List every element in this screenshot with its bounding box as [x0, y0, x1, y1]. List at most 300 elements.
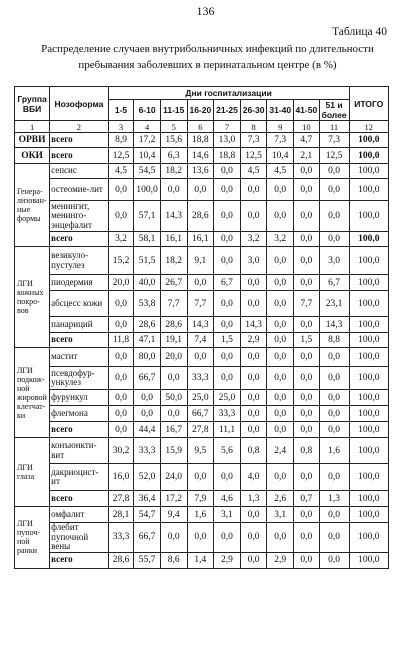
value-cell: 0,0: [108, 179, 134, 201]
value-cell: 4,6: [214, 491, 241, 507]
header-period: 6-10: [134, 100, 161, 121]
value-cell: 0,0: [240, 523, 267, 553]
total-cell: 100,0: [349, 275, 388, 291]
value-cell: 18,8: [214, 148, 241, 164]
value-cell: 0,0: [214, 348, 241, 367]
table-row: [15, 133, 389, 148]
form-cell: омфалит: [50, 507, 109, 523]
value-cell: 0,0: [267, 406, 294, 422]
value-cell: 0,0: [267, 422, 294, 438]
value-cell: 3,0: [319, 247, 349, 275]
value-cell: 30,2: [108, 438, 134, 464]
value-cell: 58,1: [134, 232, 161, 247]
value-cell: 28,6: [108, 552, 134, 568]
value-cell: 7,3: [319, 133, 349, 148]
value-cell: 0,0: [134, 390, 161, 406]
value-cell: 4,5: [240, 164, 267, 179]
value-cell: 0,0: [214, 367, 241, 390]
value-cell: 0,0: [214, 523, 241, 553]
form-cell: всего: [50, 232, 109, 247]
value-cell: 33,3: [187, 367, 214, 390]
value-cell: 0,0: [214, 317, 241, 333]
form-cell: конъюнкти-вит: [50, 438, 109, 464]
value-cell: 19,1: [160, 333, 187, 348]
value-cell: 2,6: [267, 491, 294, 507]
value-cell: 0,0: [187, 348, 214, 367]
value-cell: 0,0: [214, 464, 241, 491]
value-cell: 66,7: [187, 406, 214, 422]
value-cell: 0,0: [214, 232, 241, 247]
header-period: 1-5: [108, 100, 134, 121]
value-cell: 0,0: [240, 348, 267, 367]
column-index: 12: [349, 121, 388, 133]
value-cell: 66,7: [134, 367, 161, 390]
group-cell: ЛГИ глаза: [15, 438, 50, 507]
value-cell: 50,0: [160, 390, 187, 406]
value-cell: 0,0: [319, 422, 349, 438]
value-cell: 0,0: [319, 201, 349, 232]
group-cell: ОРВИ: [15, 133, 50, 148]
total-cell: 100,0: [349, 291, 388, 317]
total-cell: 100,0: [349, 422, 388, 438]
column-index: 3: [108, 121, 134, 133]
value-cell: 28,6: [134, 317, 161, 333]
value-cell: 0,0: [267, 464, 294, 491]
table-row: [15, 179, 389, 201]
value-cell: 0,0: [267, 201, 294, 232]
value-cell: 14,6: [187, 148, 214, 164]
value-cell: 16,0: [108, 464, 134, 491]
value-cell: 0,0: [160, 406, 187, 422]
value-cell: 57,1: [134, 201, 161, 232]
form-cell: менингит, менинго-энцефалит: [50, 201, 109, 232]
form-cell: дакриоцист-ит: [50, 464, 109, 491]
value-cell: 0,0: [214, 164, 241, 179]
value-cell: 0,0: [108, 201, 134, 232]
form-cell: пиодермия: [50, 275, 109, 291]
value-cell: 0,0: [294, 523, 320, 553]
header-form: Нозоформа: [50, 87, 109, 121]
table-row: [15, 507, 389, 523]
value-cell: 0,0: [108, 348, 134, 367]
form-cell: сепсис: [50, 164, 109, 179]
value-cell: 4,0: [240, 464, 267, 491]
total-cell: 100,0: [349, 317, 388, 333]
value-cell: 3,1: [267, 507, 294, 523]
value-cell: 27,8: [187, 422, 214, 438]
value-cell: 0,0: [108, 291, 134, 317]
value-cell: 0,0: [294, 422, 320, 438]
header-period: 31-40: [267, 100, 294, 121]
table-row: [15, 164, 389, 179]
value-cell: 100,0: [134, 179, 161, 201]
value-cell: 0,0: [319, 232, 349, 247]
value-cell: 2,9: [240, 333, 267, 348]
value-cell: 11,1: [214, 422, 241, 438]
table-row: [15, 390, 389, 406]
value-cell: 33,3: [108, 523, 134, 553]
column-index: 9: [267, 121, 294, 133]
value-cell: 0,0: [214, 247, 241, 275]
total-cell: 100,0: [349, 148, 388, 164]
value-cell: 6,7: [319, 275, 349, 291]
value-cell: 0,0: [294, 275, 320, 291]
header-group: Группа ВБИ: [15, 87, 50, 121]
table-row: [15, 232, 389, 247]
value-cell: 17,2: [134, 133, 161, 148]
value-cell: 13,6: [187, 164, 214, 179]
form-cell: всего: [50, 552, 109, 568]
column-index: 1: [15, 121, 50, 133]
value-cell: 16,1: [160, 232, 187, 247]
value-cell: 0,0: [319, 552, 349, 568]
value-cell: 0,0: [214, 179, 241, 201]
form-cell: флебит пупочной вены: [50, 523, 109, 553]
table-row: [15, 552, 389, 568]
value-cell: 0,0: [214, 201, 241, 232]
value-cell: 33,3: [214, 406, 241, 422]
value-cell: 4,5: [108, 164, 134, 179]
column-index: 6: [187, 121, 214, 133]
form-cell: везикуло-пустулез: [50, 247, 109, 275]
value-cell: 1,5: [294, 333, 320, 348]
total-cell: 100,0: [349, 164, 388, 179]
value-cell: 0,0: [267, 291, 294, 317]
value-cell: 26,7: [160, 275, 187, 291]
value-cell: 7,7: [160, 291, 187, 317]
value-cell: 1,5: [214, 333, 241, 348]
value-cell: 2,9: [267, 552, 294, 568]
value-cell: 0,0: [108, 406, 134, 422]
form-cell: абсцесс кожи: [50, 291, 109, 317]
value-cell: 0,0: [267, 348, 294, 367]
form-cell: фурункул: [50, 390, 109, 406]
value-cell: 17,2: [160, 491, 187, 507]
value-cell: 7,4: [187, 333, 214, 348]
table-row: [15, 247, 389, 275]
value-cell: 1,4: [187, 552, 214, 568]
column-index: 2: [50, 121, 109, 133]
table-row: [15, 523, 389, 553]
form-cell: всего: [50, 133, 109, 148]
value-cell: 2,4: [267, 438, 294, 464]
value-cell: 3,1: [214, 507, 241, 523]
value-cell: 0,0: [294, 507, 320, 523]
total-cell: 100,0: [349, 232, 388, 247]
form-cell: остеомие-лит: [50, 179, 109, 201]
value-cell: 0,0: [319, 507, 349, 523]
table-row: [15, 464, 389, 491]
value-cell: 14,3: [319, 317, 349, 333]
group-cell: ЛГИ пупоч-ной ранки: [15, 507, 50, 569]
value-cell: 0,0: [319, 179, 349, 201]
value-cell: 0,0: [240, 390, 267, 406]
value-cell: 1,3: [240, 491, 267, 507]
table-row: [15, 333, 389, 348]
value-cell: 13,0: [214, 133, 241, 148]
column-index: 7: [214, 121, 241, 133]
value-cell: 7,7: [294, 291, 320, 317]
column-index: 5: [160, 121, 187, 133]
form-cell: флегмона: [50, 406, 109, 422]
group-cell: ЛГИ кожных покро-вов: [15, 247, 50, 348]
total-cell: 100,0: [349, 507, 388, 523]
value-cell: 0,0: [160, 523, 187, 553]
total-cell: 100,0: [349, 348, 388, 367]
table-row: [15, 201, 389, 232]
header-period: 11-15: [160, 100, 187, 121]
value-cell: 7,7: [187, 291, 214, 317]
value-cell: 18,2: [160, 164, 187, 179]
total-cell: 100,0: [349, 247, 388, 275]
value-cell: 2,1: [294, 148, 320, 164]
value-cell: 0,0: [319, 367, 349, 390]
value-cell: 51,5: [134, 247, 161, 275]
group-cell: ЛГИ подкож-ной жировой клетчат-ки: [15, 348, 50, 438]
table-row: [15, 291, 389, 317]
value-cell: 12,5: [240, 148, 267, 164]
value-cell: 55,7: [134, 552, 161, 568]
value-cell: 66,7: [134, 523, 161, 553]
value-cell: 8,9: [108, 133, 134, 148]
value-cell: 0,0: [294, 317, 320, 333]
table-row: [15, 317, 389, 333]
value-cell: 0,7: [294, 491, 320, 507]
value-cell: 80,0: [134, 348, 161, 367]
form-cell: всего: [50, 333, 109, 348]
value-cell: 0,0: [240, 201, 267, 232]
total-cell: 100,0: [349, 552, 388, 568]
value-cell: 0,0: [240, 179, 267, 201]
value-cell: 9,4: [160, 507, 187, 523]
value-cell: 25,0: [214, 390, 241, 406]
value-cell: 28,1: [108, 507, 134, 523]
value-cell: 16,1: [187, 232, 214, 247]
total-cell: 100,0: [349, 406, 388, 422]
value-cell: 0,0: [108, 422, 134, 438]
page-number: 136: [196, 4, 215, 18]
column-index: 4: [134, 121, 161, 133]
table-row: [15, 491, 389, 507]
table-row: [15, 422, 389, 438]
value-cell: 0,0: [319, 406, 349, 422]
total-cell: 100,0: [349, 333, 388, 348]
value-cell: 14,3: [240, 317, 267, 333]
value-cell: 0,0: [240, 367, 267, 390]
header-period: 51 и более: [319, 100, 349, 121]
value-cell: 0,0: [267, 367, 294, 390]
total-cell: 100,0: [349, 438, 388, 464]
value-cell: 0,0: [267, 247, 294, 275]
header-period: 41-50: [294, 100, 320, 121]
table-row: [15, 148, 389, 164]
value-cell: 33,3: [134, 438, 161, 464]
value-cell: 2,9: [214, 552, 241, 568]
table-label: Таблица 40: [332, 26, 387, 38]
value-cell: 54,5: [134, 164, 161, 179]
value-cell: 0,0: [240, 507, 267, 523]
form-cell: псевдофур-ункулез: [50, 367, 109, 390]
value-cell: 0,0: [240, 291, 267, 317]
value-cell: 16,7: [160, 422, 187, 438]
value-cell: 0,0: [294, 247, 320, 275]
value-cell: 0,0: [294, 390, 320, 406]
value-cell: 4,7: [294, 133, 320, 148]
value-cell: 6,3: [160, 148, 187, 164]
value-cell: 0,0: [240, 552, 267, 568]
value-cell: 0,0: [187, 523, 214, 553]
total-cell: 100,0: [349, 491, 388, 507]
value-cell: 0,0: [267, 179, 294, 201]
value-cell: 0,0: [319, 464, 349, 491]
value-cell: 15,2: [108, 247, 134, 275]
value-cell: 0,0: [319, 348, 349, 367]
value-cell: 3,2: [267, 232, 294, 247]
value-cell: 12,5: [319, 148, 349, 164]
total-cell: 100,0: [349, 523, 388, 553]
value-cell: 9,1: [187, 247, 214, 275]
value-cell: 7,3: [240, 133, 267, 148]
value-cell: 14,3: [187, 317, 214, 333]
value-cell: 15,6: [160, 133, 187, 148]
total-cell: 100,0: [349, 201, 388, 232]
column-index: 10: [294, 121, 320, 133]
value-cell: 0,0: [294, 201, 320, 232]
value-cell: 40,0: [134, 275, 161, 291]
total-cell: 100,0: [349, 133, 388, 148]
form-cell: всего: [50, 422, 109, 438]
column-index: 11: [319, 121, 349, 133]
value-cell: 0,0: [267, 333, 294, 348]
value-cell: 4,5: [267, 164, 294, 179]
total-cell: 100,0: [349, 464, 388, 491]
infection-distribution-table: [14, 86, 389, 569]
value-cell: 0,0: [294, 164, 320, 179]
value-cell: 0,0: [108, 390, 134, 406]
value-cell: 0,0: [267, 275, 294, 291]
value-cell: 5,6: [214, 438, 241, 464]
value-cell: 8,6: [160, 552, 187, 568]
value-cell: 53,8: [134, 291, 161, 317]
value-cell: 0,0: [240, 406, 267, 422]
form-cell: всего: [50, 491, 109, 507]
value-cell: 20,0: [108, 275, 134, 291]
value-cell: 3,0: [240, 247, 267, 275]
table-row: [15, 406, 389, 422]
header-total: ИТОГО: [349, 87, 388, 121]
table-row: [15, 438, 389, 464]
value-cell: 25,0: [187, 390, 214, 406]
value-cell: 7,9: [187, 491, 214, 507]
form-cell: всего: [50, 148, 109, 164]
value-cell: 28,6: [160, 317, 187, 333]
caption-line-1: Распределение случаев внутрибольничных инфекций по длительности: [41, 43, 374, 55]
value-cell: 54,7: [134, 507, 161, 523]
value-cell: 0,0: [294, 367, 320, 390]
value-cell: 0,0: [294, 406, 320, 422]
column-index: 8: [240, 121, 267, 133]
value-cell: 0,0: [319, 390, 349, 406]
form-cell: мастит: [50, 348, 109, 367]
table-caption: [30, 41, 385, 73]
value-cell: 12,5: [108, 148, 134, 164]
value-cell: 1,6: [319, 438, 349, 464]
value-cell: 0,0: [319, 164, 349, 179]
value-cell: 0,0: [294, 348, 320, 367]
header-period: 21-25: [214, 100, 241, 121]
value-cell: 10,4: [134, 148, 161, 164]
value-cell: 0,0: [294, 179, 320, 201]
header-period: 26-30: [240, 100, 267, 121]
value-cell: 0,0: [108, 367, 134, 390]
value-cell: 0,0: [187, 179, 214, 201]
value-cell: 14,3: [160, 201, 187, 232]
value-cell: 47,1: [134, 333, 161, 348]
value-cell: 24,0: [160, 464, 187, 491]
form-cell: панариций: [50, 317, 109, 333]
caption-line-2: пребывания заболевших в перинатальном центре (в %): [78, 59, 337, 71]
value-cell: 20,0: [160, 348, 187, 367]
table-row: [15, 348, 389, 367]
value-cell: 23,1: [319, 291, 349, 317]
value-cell: 0,0: [267, 390, 294, 406]
value-cell: 0,8: [240, 438, 267, 464]
total-cell: 100,0: [349, 367, 388, 390]
value-cell: 0,8: [294, 438, 320, 464]
value-cell: 0,0: [294, 232, 320, 247]
total-cell: 100,0: [349, 390, 388, 406]
value-cell: 0,0: [187, 464, 214, 491]
value-cell: 0,0: [187, 275, 214, 291]
value-cell: 7,3: [267, 133, 294, 148]
value-cell: 0,0: [134, 406, 161, 422]
value-cell: 10,4: [267, 148, 294, 164]
value-cell: 9,5: [187, 438, 214, 464]
value-cell: 3,2: [240, 232, 267, 247]
value-cell: 0,0: [160, 367, 187, 390]
total-cell: 100,0: [349, 179, 388, 201]
value-cell: 0,0: [108, 317, 134, 333]
group-cell: Генера-лизован-ные формы: [15, 164, 50, 247]
table-row: [15, 275, 389, 291]
value-cell: 6,7: [214, 275, 241, 291]
value-cell: 0,0: [319, 523, 349, 553]
value-cell: 52,0: [134, 464, 161, 491]
value-cell: 0,0: [267, 317, 294, 333]
group-cell: ОКИ: [15, 148, 50, 164]
value-cell: 0,0: [294, 552, 320, 568]
value-cell: 44,4: [134, 422, 161, 438]
value-cell: 8,8: [319, 333, 349, 348]
value-cell: 18,2: [160, 247, 187, 275]
value-cell: 1,3: [319, 491, 349, 507]
value-cell: 0,0: [267, 523, 294, 553]
value-cell: 3,2: [108, 232, 134, 247]
value-cell: 11,8: [108, 333, 134, 348]
header-period: 16-20: [187, 100, 214, 121]
value-cell: 0,0: [240, 422, 267, 438]
value-cell: 27,8: [108, 491, 134, 507]
value-cell: 0,0: [214, 291, 241, 317]
value-cell: 0,0: [240, 275, 267, 291]
value-cell: 0,0: [160, 179, 187, 201]
table-row: [15, 367, 389, 390]
value-cell: 36,4: [134, 491, 161, 507]
value-cell: 28,6: [187, 201, 214, 232]
value-cell: 0,0: [294, 464, 320, 491]
header-days: Дни госпитализации: [108, 87, 349, 100]
value-cell: 1,6: [187, 507, 214, 523]
